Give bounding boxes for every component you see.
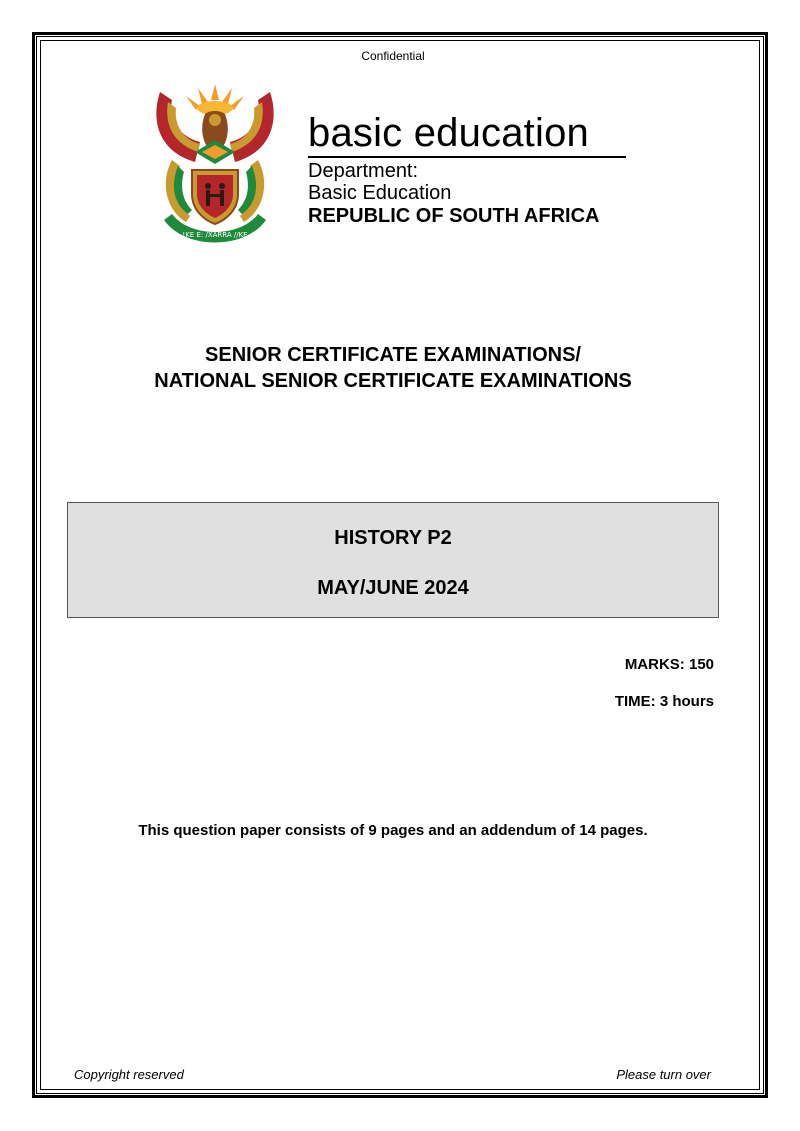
time-label: TIME: 3 hours xyxy=(614,693,714,710)
coat-of-arms-logo xyxy=(150,82,280,250)
brand-block xyxy=(308,110,626,228)
crest-motto: !KE E: /XARRA //KE xyxy=(182,231,248,239)
department-name: Basic Education xyxy=(308,182,452,204)
subject-name: HISTORY P2 xyxy=(334,527,452,549)
country-name: REPUBLIC OF SOUTH AFRICA xyxy=(308,205,600,227)
exam-title xyxy=(0,342,786,394)
exam-title-line-2: NATIONAL SENIOR CERTIFICATE EXAMINATIONS xyxy=(154,370,632,392)
exam-session: MAY/JUNE 2024 xyxy=(317,577,469,599)
brand-title: basic education xyxy=(308,111,589,155)
brand-divider xyxy=(308,156,626,158)
copyright-footer: Copyright reserved xyxy=(74,1067,184,1082)
page-count-note: This question paper consists of 9 pages and an addendum of 14 pages. xyxy=(138,822,648,839)
exam-title-line-1: SENIOR CERTIFICATE EXAMINATIONS/ xyxy=(205,344,581,366)
turn-over-footer: Please turn over xyxy=(616,1067,711,1082)
department-label: Department: xyxy=(308,160,419,182)
subject-box xyxy=(67,502,719,618)
confidential-label: Confidential xyxy=(361,49,425,63)
marks-label: MARKS: 150 xyxy=(624,656,714,673)
